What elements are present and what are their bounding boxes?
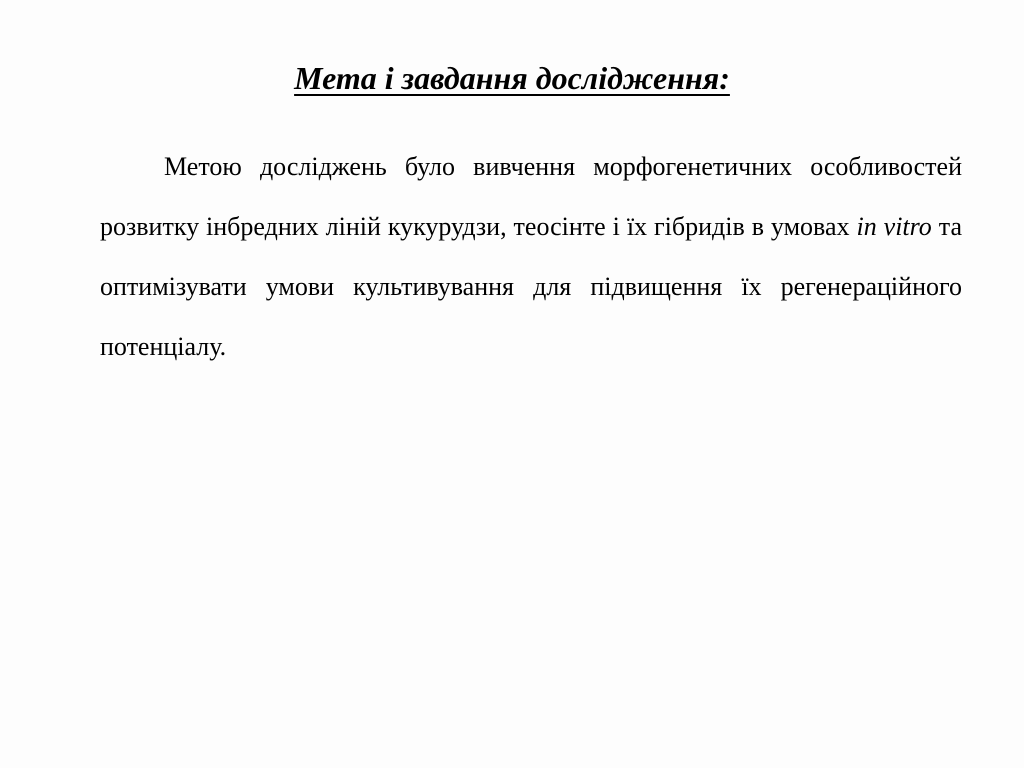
paragraph-text-part-2: та оптимізувати умови культивування для підвищення їх регенераційного потенціалу.: [100, 212, 962, 361]
paragraph-text-part-1: Метою досліджень було вивчення морфогенетичних особливостей розвитку інбредних ліній кукурудзи, теосінте і їх гібридів в умовах: [100, 152, 962, 241]
paragraph-italic-term: in vitro: [856, 212, 932, 241]
slide-title: Мета і завдання дослідження:: [294, 60, 730, 96]
research-goal-paragraph: [100, 137, 962, 377]
